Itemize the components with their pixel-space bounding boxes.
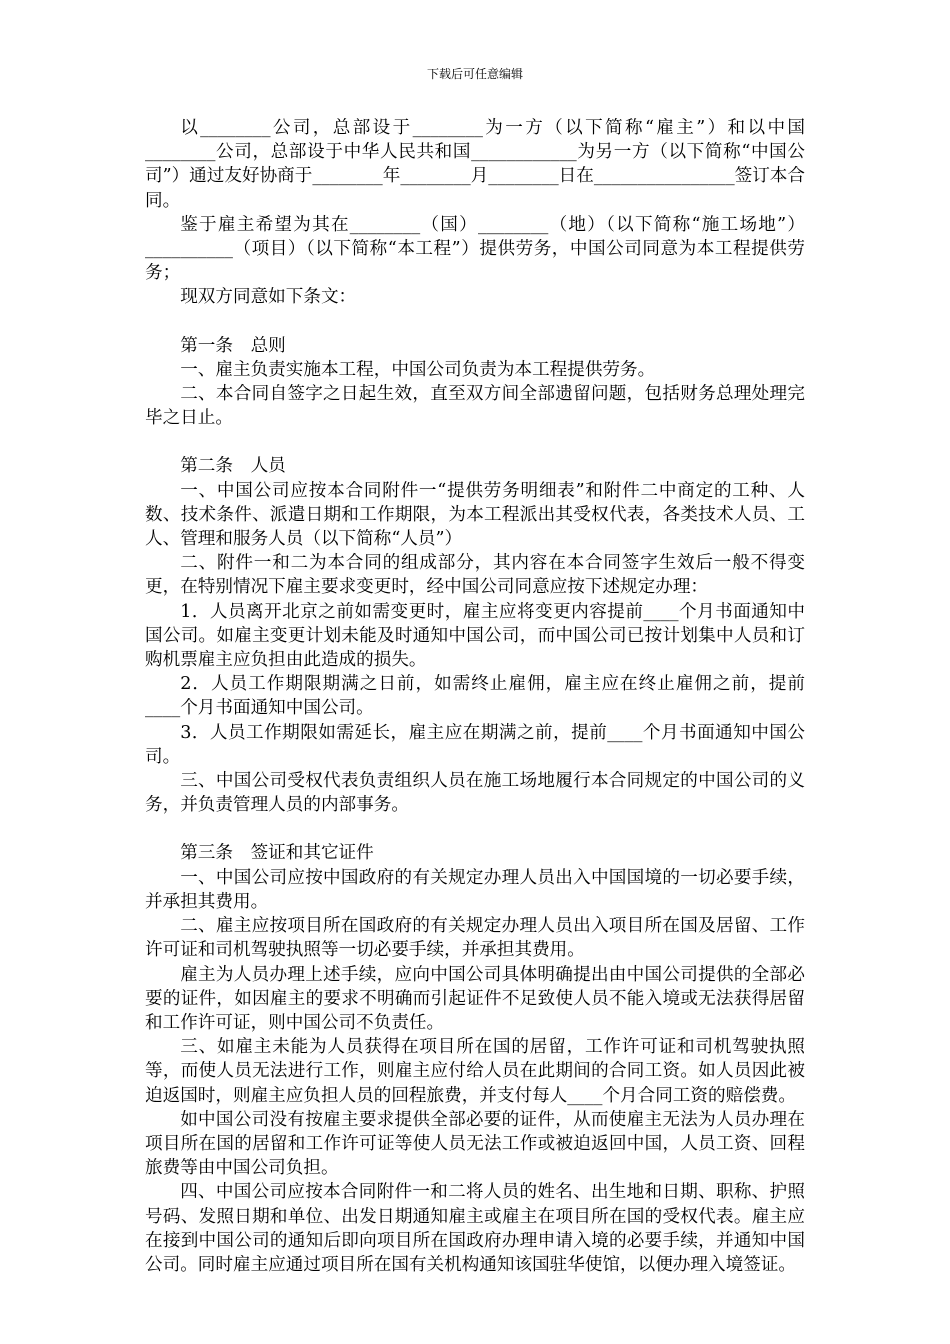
article-2-item-2: 2．人员工作期限期满之日前，如需终止雇佣，雇主应在终止雇佣之前，提前____个月书面通知中国公司。 [145, 674, 805, 719]
article-1-clause-2: 二、本合同自签字之日起生效，直至双方间全部遗留问题，包括财务总理处理完毕之日止。 [145, 384, 805, 429]
preamble-purpose: 鉴于雇主希望为其在________（国）________（地）（以下简称“施工场地”）__________（项目）（以下简称“本工程”）提供劳务，中国公司同意为本工程提供劳务； [145, 214, 805, 284]
article-3-clause-4: 四、中国公司应按本合同附件一和二将人员的姓名、出生地和日期、职称、护照号码、发照日期和单位、出发日期通知雇主或雇主在项目所在国的受权代表。雇主应在接到中国公司的通知后即向项目所在国政府办理申请入境的必要手续，并通知中国公司。同时雇主应通过项目所在国有关机构通知该国驻华使馆，以便办理入境签证。 [145, 1182, 805, 1275]
preamble-parties: 以________公司，总部设于________为一方（以下简称“雇主”）和以中国________公司，总部设于中华人民共和国____________为另一方（以下简称“中国公司”）通过友好协商于________年________月________日在________________签订本合同。 [145, 118, 805, 211]
article-3-clause-2: 二、雇主应按项目所在国政府的有关规定办理人员出入项目所在国及居留、工作许可证和司机驾驶执照等一切必要手续，并承担其费用。 [145, 916, 805, 961]
article-3-clause-3-note: 如中国公司没有按雇主要求提供全部必要的证件，从而使雇主无法为人员办理在项目所在国的居留和工作许可证等使人员无法工作或被迫返回中国，人员工资、回程旅费等由中国公司负担。 [145, 1109, 805, 1179]
article-2-clause-1: 一、中国公司应按本合同附件一“提供劳务明细表”和附件二中商定的工种、人数、技术条件、派遣日期和工作期限，为本工程派出其受权代表，各类技术人员、工人、管理和服务人员（以下简称“人员”） [145, 480, 805, 550]
page-header-note: 下载后可任意编辑 [426, 67, 523, 81]
article-2-item-1: 1．人员离开北京之前如需变更时，雇主应将变更内容提前____个月书面通知中国公司。如雇主变更计划未能及时通知中国公司，而中国公司已按计划集中人员和订购机票雇主应负担由此造成的损失。 [145, 601, 805, 671]
article-1-clause-1: 一、雇主负责实施本工程，中国公司负责为本工程提供劳务。 [180, 359, 656, 380]
article-2-heading: 第二条 人员 [180, 456, 286, 477]
article-2-clause-2: 二、附件一和二为本合同的组成部分，其内容在本合同签字生效后一般不得变更，在特别情况下雇主要求变更时，经中国公司同意应按下述规定办理： [145, 553, 805, 598]
article-2-clause-3: 三、中国公司受权代表负责组织人员在施工场地履行本合同规定的中国公司的义务，并负责管理人员的内部事务。 [145, 771, 805, 816]
article-2-item-3: 3．人员工作期限如需延长，雇主应在期满之前，提前____个月书面通知中国公司。 [145, 722, 805, 767]
article-3-clause-3: 三、如雇主未能为人员获得在项目所在国的居留，工作许可证和司机驾驶执照等，而使人员无法进行工作，则雇主应付给人员在此期间的合同工资。如人员因此被迫返国时，则雇主应负担人员的回程旅费，并支付每人____个月合同工资的赔偿费。 [145, 1037, 805, 1106]
contract-body [145, 116, 805, 1277]
article-3-heading: 第三条 签证和其它证件 [180, 843, 374, 864]
article-3-clause-1: 一、中国公司应按中国政府的有关规定办理人员出入中国国境的一切必要手续，并承担其费用。 [145, 867, 805, 912]
article-1-heading: 第一条 总则 [180, 335, 286, 356]
preamble-agreement: 现双方同意如下条文： [180, 287, 357, 308]
article-3-clause-2-note: 雇主为人员办理上述手续，应向中国公司具体明确提出由中国公司提供的全部必要的证件，如因雇主的要求不明确而引起证件不足致使人员不能入境或无法获得居留和工作许可证，则中国公司不负责任。 [145, 964, 805, 1033]
